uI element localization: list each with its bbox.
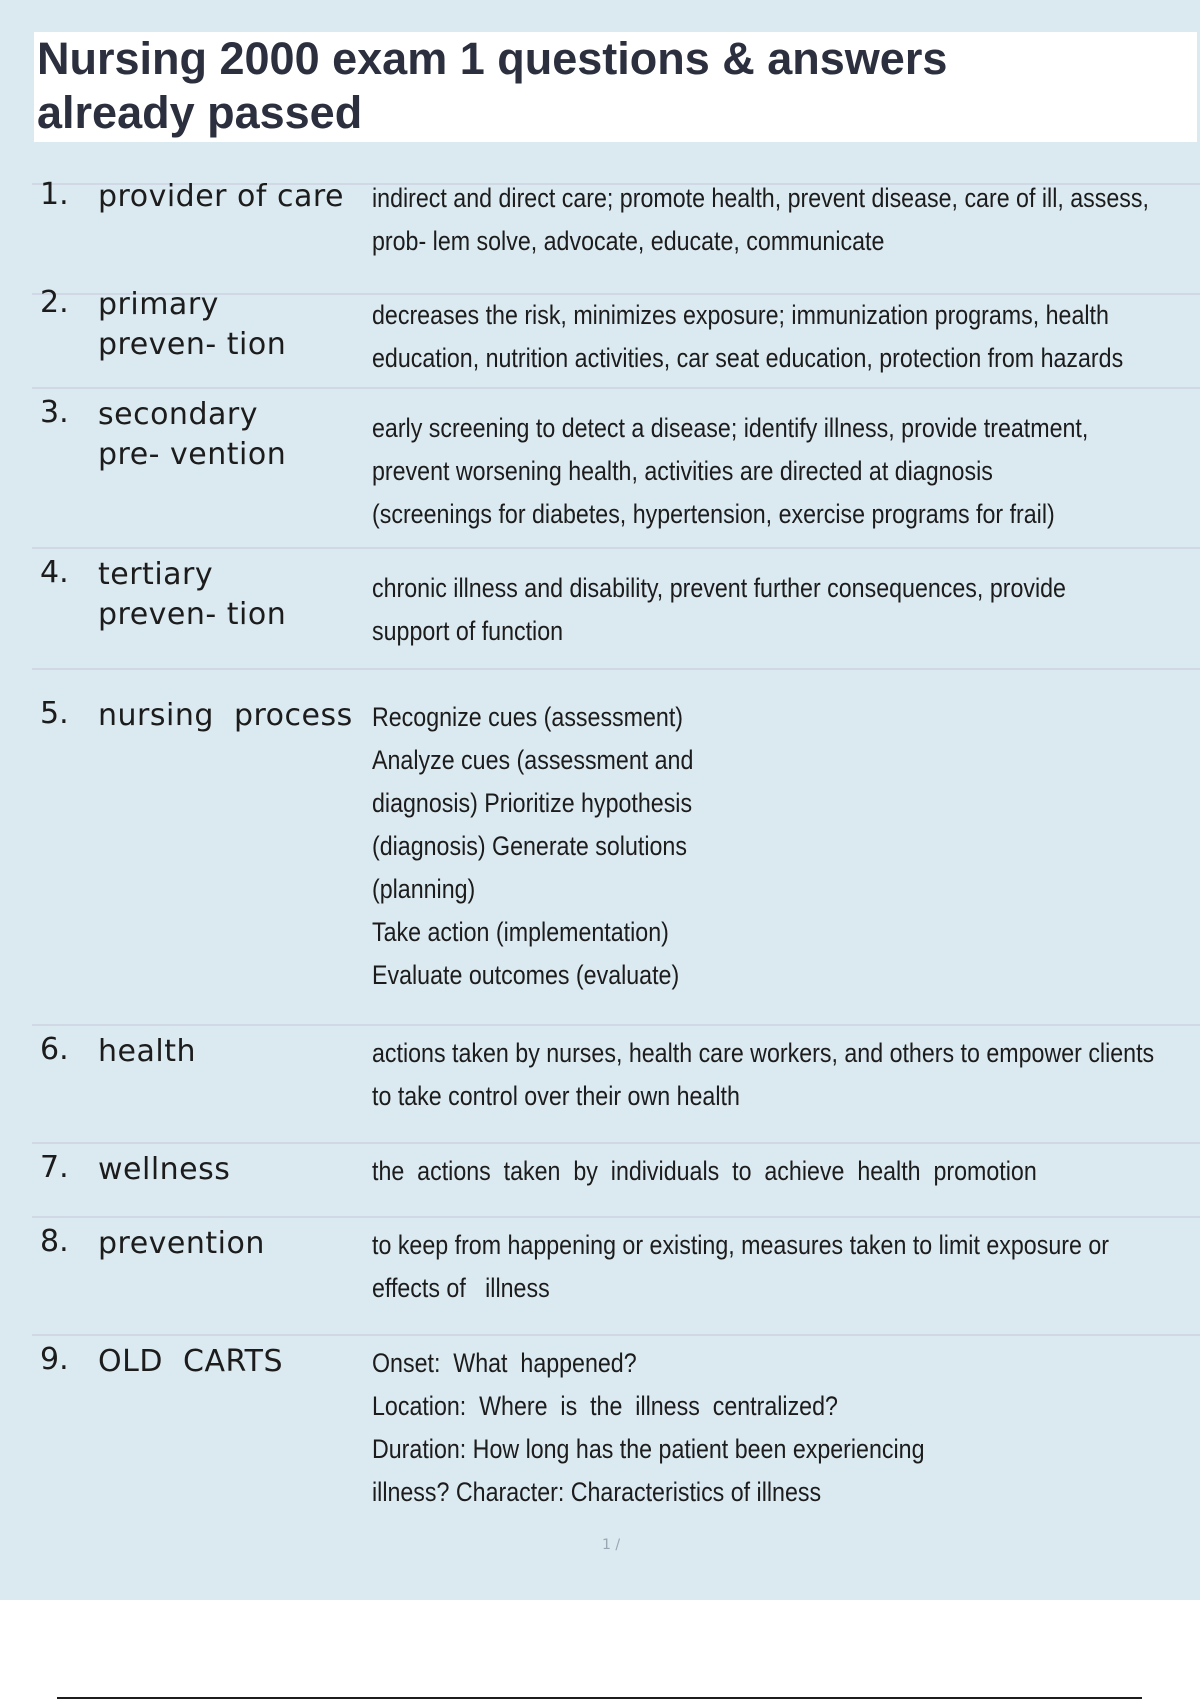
item-number: 8. [40,1224,69,1259]
definition-line: Take action (implementation) [372,917,669,947]
item-definition [372,407,1200,536]
footer-rule [57,1697,1142,1699]
definition-line: education, nutrition activities, car seat education, protection from hazards [372,343,1124,373]
definition-line: illness? Character: Characteristics of illness [372,1477,822,1507]
item-term: nursing process [98,698,353,733]
item-term: secondary pre- vention [98,397,287,472]
item-number: 6. [40,1032,69,1067]
item-term: provider of care [98,179,344,214]
item-number: 1. [40,177,69,212]
item-term: health [98,1034,196,1069]
item-term: prevention [98,1226,265,1261]
definition-line: Evaluate outcomes (evaluate) [372,960,680,990]
definition-line: to keep from happening or existing, measures taken to limit exposure or [372,1230,1109,1260]
item-number: 9. [40,1342,69,1377]
item-definition [372,294,1200,380]
qa-item [32,1334,1200,1534]
qa-item [32,387,1200,547]
title-box [34,32,1197,142]
item-definition [372,1342,1200,1514]
item-term: primary preven- tion [98,287,287,362]
definition-line: decreases the risk, minimizes exposure; immunization programs, health [372,300,1109,330]
definition-line: prob- lem solve, advocate, educate, communicate [372,226,885,256]
qa-item [32,285,1200,387]
definition-line: support of function [372,616,564,646]
item-definition [372,1224,1200,1310]
definition-line: Analyze cues (assessment and [372,745,694,775]
definition-line: effects of illness [372,1273,550,1303]
definition-line: (screenings for diabetes, hypertension, exercise programs for frail) [372,499,1055,529]
qa-item [32,668,1200,1024]
definition-line: Location: Where is the illness centralized? [372,1391,838,1421]
definition-line: indirect and direct care; promote health, prevent disease, care of ill, assess, [372,183,1149,213]
item-term: wellness [98,1152,231,1187]
item-number: 5. [40,696,69,731]
item-number: 4. [40,555,69,590]
definition-line: the actions taken by individuals to achieve health promotion [372,1156,1037,1186]
item-definition [372,1032,1200,1118]
item-definition [372,696,1200,997]
item-definition [372,177,1200,263]
item-number: 2. [40,285,69,320]
definition-line: diagnosis) Prioritize hypothesis [372,788,693,818]
page-number: 1 / [602,1537,621,1553]
definition-line: (planning) [372,874,476,904]
item-definition [372,567,1200,653]
qa-item [32,547,1200,668]
definition-line: Duration: How long has the patient been experiencing [372,1434,925,1464]
item-term: tertiary preven- tion [98,557,287,632]
definition-line: Recognize cues (assessment) [372,702,684,732]
qa-list [32,177,1200,1534]
item-definition [372,1150,1200,1193]
qa-item [32,177,1200,293]
definition-line: actions taken by nurses, health care workers, and others to empower clients [372,1038,1155,1068]
item-number: 3. [40,395,69,430]
definition-line: prevent worsening health, activities are directed at diagnosis [372,456,993,486]
qa-item [32,1216,1200,1334]
qa-item [32,1024,1200,1142]
definition-line: Onset: What happened? [372,1348,637,1378]
item-term: OLD CARTS [98,1344,283,1379]
definition-line: to take control over their own health [372,1081,740,1111]
definition-line: early screening to detect a disease; identify illness, provide treatment, [372,413,1089,443]
document-title: Nursing 2000 exam 1 questions & answers already passed [37,33,948,138]
qa-item [32,1142,1200,1216]
definition-line: chronic illness and disability, prevent further consequences, provide [372,573,1066,603]
definition-line: (diagnosis) Generate solutions [372,831,687,861]
item-number: 7. [40,1150,69,1185]
